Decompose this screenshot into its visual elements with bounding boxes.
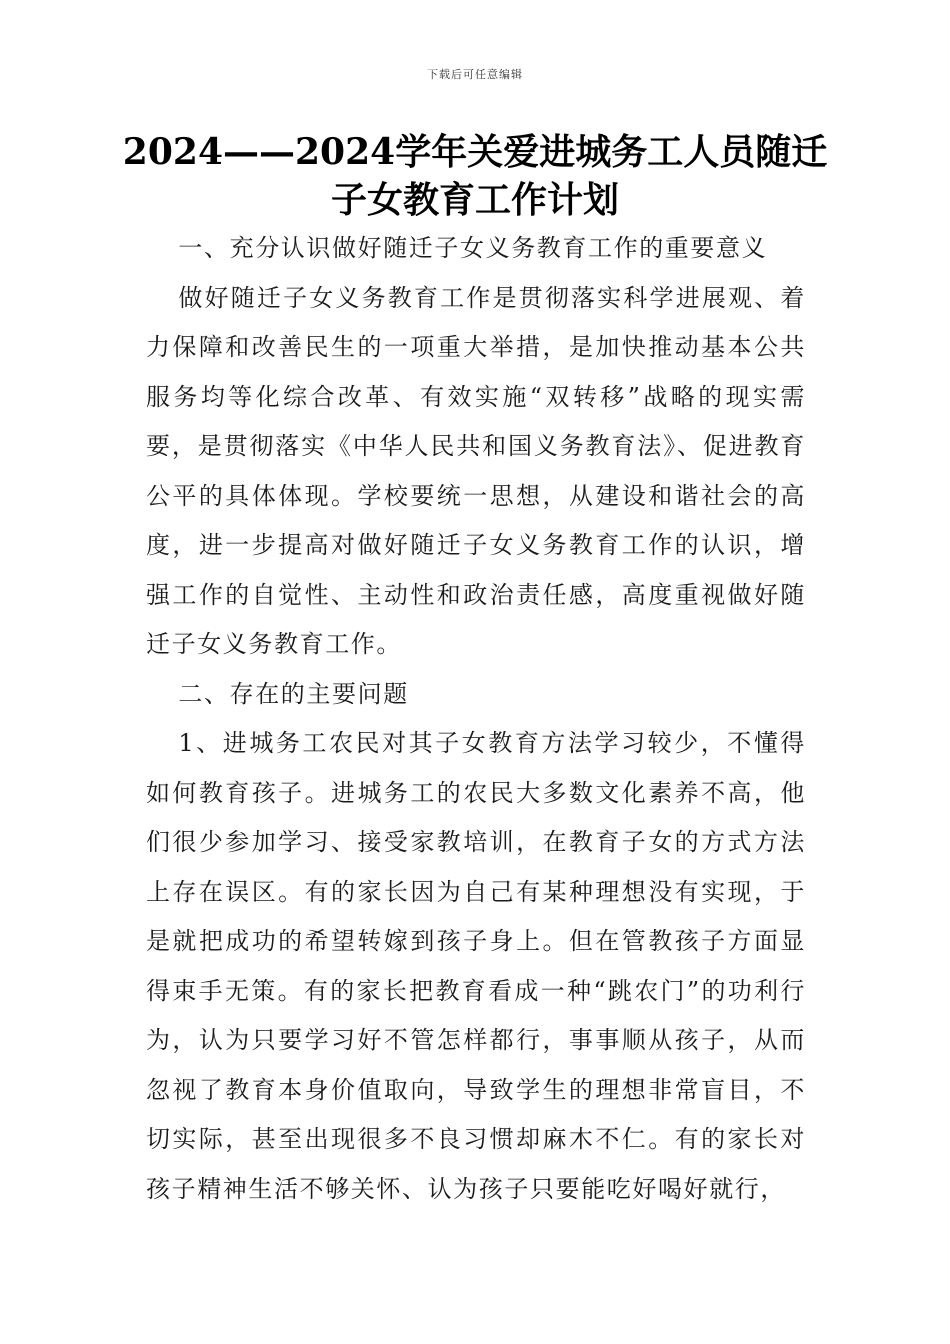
title-line-2: 子女教育工作计划 xyxy=(330,179,619,221)
paragraph-1: 做好随迁子女义务教育工作是贯彻落实科学进展观、着力保障和改善民生的一项重大举措，是加快推动基本公共服务均等化综合改革、有效实施“双转移”战略的现实需要，是贯彻落实《中华人民共和国义务教育法》、促进教育公平的具体体现。学校要统一思想，从建设和谐社会的高度，进一步提高对做好随迁子女义务教育工作的认识，增强工作的自觉性、主动性和政治责任感，高度重视做好随迁子女义务教育工作。 xyxy=(146,283,806,658)
section-heading-1: 一、充分认识做好随迁子女义务教育工作的重要意义 xyxy=(178,234,768,262)
section-heading-2: 二、存在的主要问题 xyxy=(178,679,409,708)
document-title xyxy=(120,128,830,224)
header-note: 下载后可任意编辑 xyxy=(427,68,523,81)
title-line-1: 2024——2024学年关爱进城务工人员随迁 xyxy=(122,131,828,173)
paragraph-2: 1、进城务工农民对其子女教育方法学习较少，不懂得如何教育孩子。进城务工的农民大多数文化素养不高，他们很少参加学习、接受家教培训，在教育子女的方式方法上存在误区。有的家长因为自己有某种理想没有实现，于是就把成功的希望转嫁到孩子身上。但在管教孩子方面显得束手无策。有的家长把教育看成一种“跳农门”的功利行为，认为只要学习好不管怎样都行，事事顺从孩子，从而忽视了教育本身价值取向，导致学生的理想非常盲目，不切实际，甚至出现很多不良习惯却麻木不仁。有的家长对孩子精神生活不够关怀、认为孩子只要能吃好喝好就行， xyxy=(146,729,806,1203)
document-body xyxy=(146,224,806,1214)
